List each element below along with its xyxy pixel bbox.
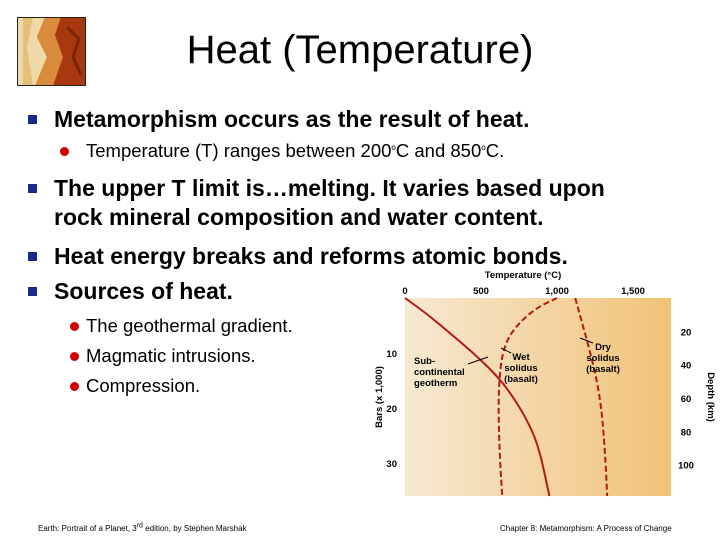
left-axis-label: Bars (x 1,000) <box>374 366 385 428</box>
temperature-range-text-c: C. <box>485 140 505 161</box>
right-axis-label: Depth (km) <box>705 372 716 422</box>
right-tick-label: 100 <box>678 460 694 472</box>
bullet-dot-icon <box>70 382 79 391</box>
chart-annotation-wet-solidus: (basalt) <box>504 374 538 385</box>
right-tick-label: 80 <box>680 427 692 439</box>
footer-source <box>38 524 247 533</box>
bullet-dot-icon <box>70 352 79 361</box>
geotherm-chart <box>368 268 720 508</box>
bullet-temperature-range <box>86 139 504 163</box>
right-tick-label: 40 <box>680 360 692 372</box>
left-tick-label: 10 <box>386 349 397 360</box>
bullet-upper-limit-line1: The upper T limit is…melting. It varies based upon <box>54 175 605 201</box>
chart-annotation-wet-solidus: solidus <box>504 363 538 374</box>
chart-annotation-geotherm: continental <box>414 367 465 378</box>
chart-annotation-dry-solidus: solidus <box>586 353 620 364</box>
x-tick-label: 0 <box>402 286 408 297</box>
bullet-square-icon <box>28 252 37 261</box>
bullet-sources-of-heat: Sources of heat. <box>54 278 233 304</box>
temperature-range-text-b: C and 850 <box>395 140 482 161</box>
chart-annotation-dry-solidus: Dry <box>595 342 611 353</box>
right-tick-label: 60 <box>680 394 692 405</box>
chart-annotation-dry-solidus: (basalt) <box>586 364 620 375</box>
x-tick-label: 1,500 <box>621 286 645 297</box>
degree-symbol: o <box>481 142 486 152</box>
footer-chapter: Chapter 8: Metamorphism: A Process of Change <box>500 524 672 533</box>
bullet-geothermal-gradient: The geothermal gradient. <box>86 315 293 336</box>
x-tick-label: 1,000 <box>545 286 569 297</box>
footer-source-text-a: Earth: Portrait of a Planet, 3 <box>38 524 137 533</box>
degree-symbol: o <box>391 142 396 152</box>
left-tick-label: 30 <box>386 459 397 470</box>
chart-annotation-wet-solidus: Wet <box>512 352 530 363</box>
bullet-square-icon <box>28 184 37 193</box>
bullet-magmatic-intrusions: Magmatic intrusions. <box>86 345 256 366</box>
footer-source-superscript: rd <box>136 522 143 530</box>
chart-annotation-geotherm: Sub- <box>414 356 436 367</box>
temperature-range-text-a: Temperature (T) ranges between 200 <box>86 140 392 161</box>
bullet-upper-limit-line2: rock mineral composition and water content. <box>54 204 544 230</box>
bullet-dot-icon <box>70 322 79 331</box>
chart-title: Temperature (°C) <box>484 270 562 281</box>
chart-annotation-geotherm: geotherm <box>414 378 458 389</box>
x-tick-label: 500 <box>473 286 489 297</box>
bullet-square-icon <box>28 287 37 296</box>
left-tick-label: 20 <box>386 404 397 415</box>
slide-title: Heat (Temperature) <box>186 28 534 72</box>
bullet-square-icon <box>28 115 37 124</box>
bullet-heat-energy: Heat energy breaks and reforms atomic bonds. <box>54 243 568 269</box>
right-tick-label: 20 <box>680 327 692 339</box>
bullet-dot-icon <box>60 147 69 156</box>
bullet-compression: Compression. <box>86 375 201 396</box>
footer-source-text-b: edition, by Stephen Marshak <box>142 524 247 533</box>
bullet-metamorphism-heat: Metamorphism occurs as the result of heat. <box>54 106 530 132</box>
